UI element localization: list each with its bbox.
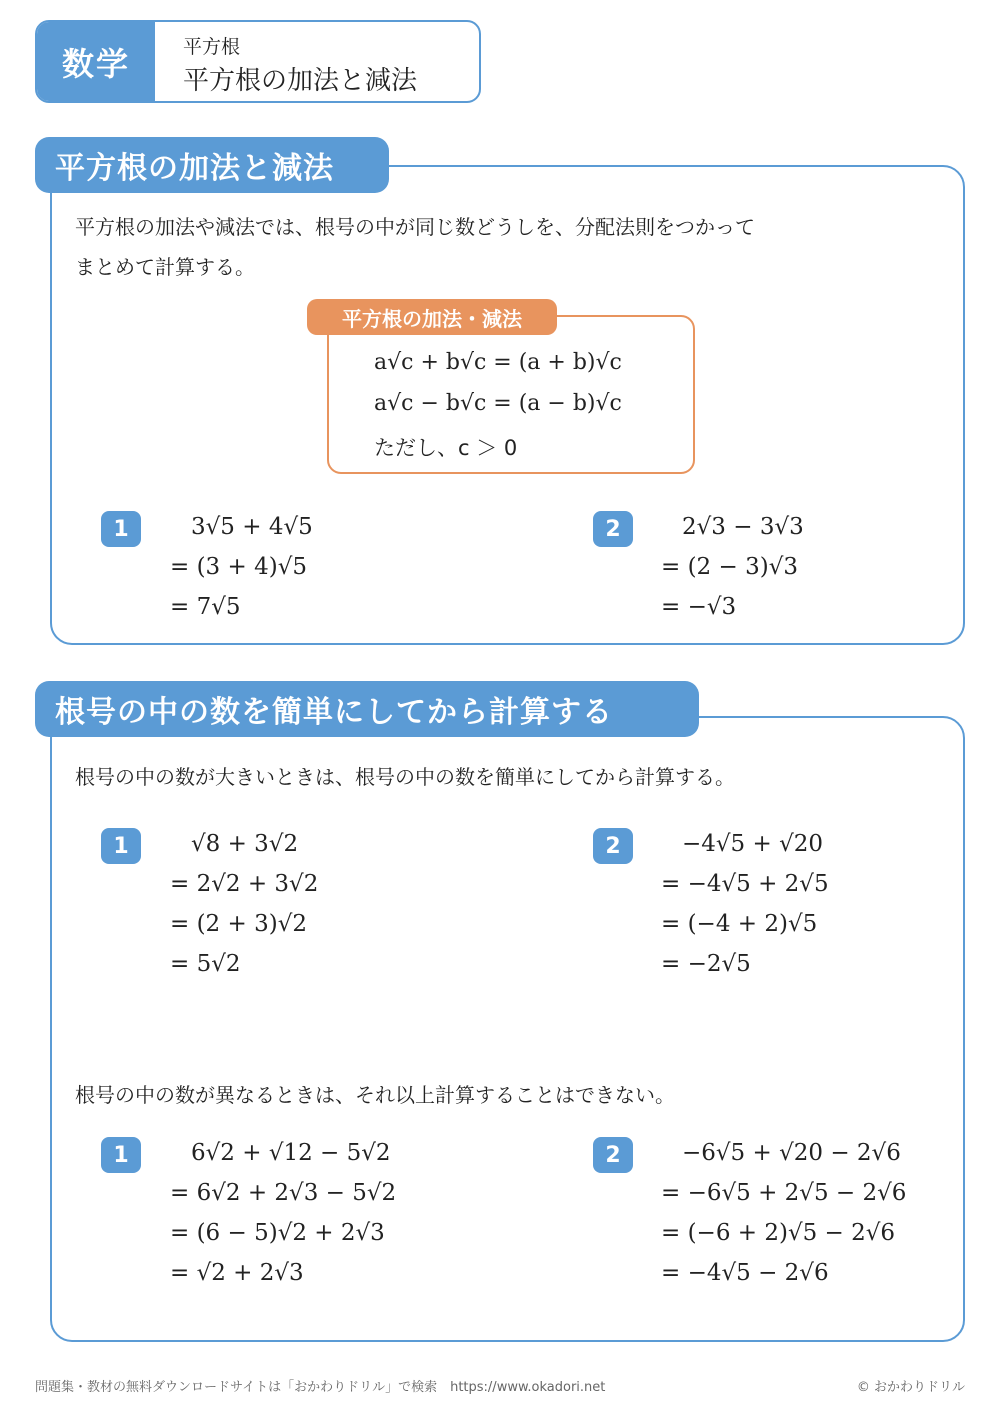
section2-text2: 根号の中の数が異なるときは、それ以上計算することはできない。 <box>75 1083 675 1107</box>
example-b1-line1: 6√2 + √12 − 5√2 <box>191 1140 391 1166</box>
example-b1-line4: = √2 + 2√3 <box>170 1260 304 1286</box>
formula-line-add: a√c + b√c = (a + b)√c <box>374 350 622 375</box>
example-a2-line1: −4√5 + √20 <box>682 831 824 857</box>
example-a1-line2: = 2√2 + 3√2 <box>170 871 319 897</box>
example-a1-line3: = (2 + 3)√2 <box>170 911 307 937</box>
example-a2-line4: = −2√5 <box>661 951 751 977</box>
example-number-badge: 1 <box>101 828 141 864</box>
example1-line3: = 7√5 <box>170 594 241 620</box>
section1-intro-line1: 平方根の加法や減法では、根号の中が同じ数どうしを、分配法則をつかって <box>75 215 755 239</box>
formula-condition: ただし、c ＞ 0 <box>374 436 518 460</box>
example-number-badge: 1 <box>101 511 141 547</box>
example-number-badge: 1 <box>101 1137 141 1173</box>
example-number-badge: 2 <box>593 1137 633 1173</box>
formula-line-sub: a√c − b√c = (a − b)√c <box>374 391 622 416</box>
footer-copyright: © おかわりドリル <box>856 1380 965 1395</box>
example-a1-line1: √8 + 3√2 <box>191 831 299 857</box>
section-simplify-first <box>50 716 965 1342</box>
header-box <box>35 20 481 103</box>
section2-title: 根号の中の数を簡単にしてから計算する <box>35 681 699 737</box>
example-b1-line3: = (6 − 5)√2 + 2√3 <box>170 1220 385 1246</box>
section2-text1: 根号の中の数が大きいときは、根号の中の数を簡単にしてから計算する。 <box>75 765 735 789</box>
footer-site-info: 問題集・教材の無料ダウンロードサイトは「おかわりドリル」で検索 https://www.okadori.net <box>35 1380 606 1395</box>
section1-intro-line2: まとめて計算する。 <box>75 255 255 279</box>
example-a1-line4: = 5√2 <box>170 951 241 977</box>
formula-label: 平方根の加法・減法 <box>307 299 557 335</box>
example2-line1: 2√3 − 3√3 <box>682 514 804 540</box>
example-number-badge: 2 <box>593 511 633 547</box>
example-number-badge: 2 <box>593 828 633 864</box>
page-title: 平方根の加法と減法 <box>183 66 418 96</box>
example1-line2: = (3 + 4)√5 <box>170 554 307 580</box>
example-b1-line2: = 6√2 + 2√3 − 5√2 <box>170 1180 397 1206</box>
example-b2-line2: = −6√5 + 2√5 − 2√6 <box>661 1180 907 1206</box>
section1-title: 平方根の加法と減法 <box>35 137 389 193</box>
example-a2-line2: = −4√5 + 2√5 <box>661 871 829 897</box>
subject-label: 数学 <box>37 22 155 101</box>
category-label: 平方根 <box>183 36 241 58</box>
example2-line3: = −√3 <box>661 594 737 620</box>
example-b2-line4: = −4√5 − 2√6 <box>661 1260 829 1286</box>
example1-line1: 3√5 + 4√5 <box>191 514 313 540</box>
example-b2-line3: = (−6 + 2)√5 − 2√6 <box>661 1220 896 1246</box>
example2-line2: = (2 − 3)√3 <box>661 554 798 580</box>
example-b2-line1: −6√5 + √20 − 2√6 <box>682 1140 901 1166</box>
example-a2-line3: = (−4 + 2)√5 <box>661 911 818 937</box>
